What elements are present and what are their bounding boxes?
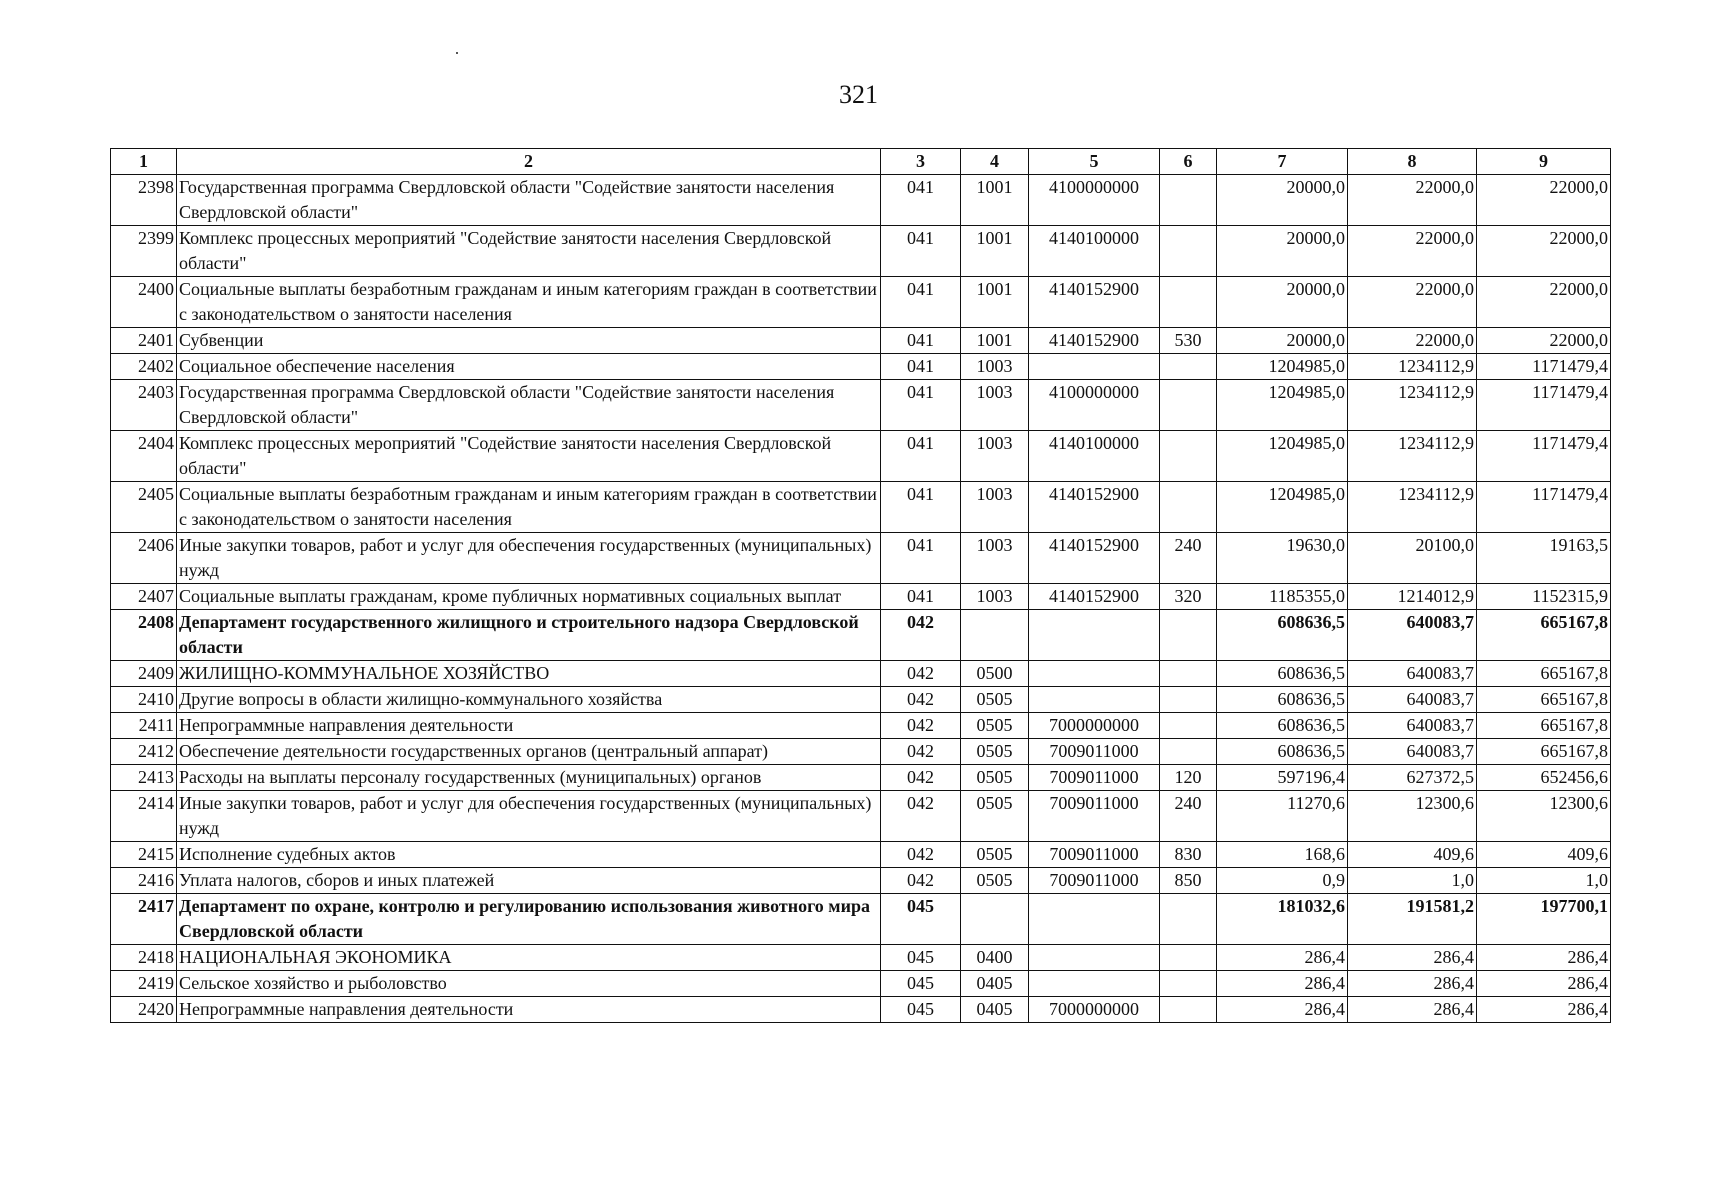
amount-col8-cell: 640083,7 — [1348, 739, 1477, 765]
expense-type-cell: 240 — [1160, 791, 1217, 842]
row-name-cell: Иные закупки товаров, работ и услуг для обеспечения государственных (муниципальных) нужд — [177, 533, 881, 584]
amount-col9-cell: 652456,6 — [1477, 765, 1611, 791]
section-code-cell: 1003 — [961, 533, 1029, 584]
expense-type-cell — [1160, 739, 1217, 765]
amount-col7-cell: 181032,6 — [1217, 894, 1348, 945]
expense-type-cell — [1160, 175, 1217, 226]
amount-col8-cell: 640083,7 — [1348, 687, 1477, 713]
expense-type-cell — [1160, 713, 1217, 739]
col-header: 8 — [1348, 149, 1477, 175]
expense-type-cell: 320 — [1160, 584, 1217, 610]
target-article-cell: 4140152900 — [1029, 277, 1160, 328]
amount-col8-cell: 286,4 — [1348, 971, 1477, 997]
amount-col7-cell: 608636,5 — [1217, 739, 1348, 765]
amount-col7-cell: 1185355,0 — [1217, 584, 1348, 610]
section-code-cell — [961, 610, 1029, 661]
amount-col7-cell: 286,4 — [1217, 997, 1348, 1023]
admin-code-cell: 041 — [881, 482, 961, 533]
row-name-cell: НАЦИОНАЛЬНАЯ ЭКОНОМИКА — [177, 945, 881, 971]
amount-col9-cell: 1171479,4 — [1477, 482, 1611, 533]
table-row — [111, 277, 1611, 328]
target-article-cell — [1029, 687, 1160, 713]
section-code-cell: 1003 — [961, 584, 1029, 610]
admin-code-cell: 045 — [881, 945, 961, 971]
amount-col9-cell: 665167,8 — [1477, 713, 1611, 739]
expense-type-cell — [1160, 482, 1217, 533]
target-article-cell: 7000000000 — [1029, 713, 1160, 739]
row-name-cell: Субвенции — [177, 328, 881, 354]
row-name-cell: Непрограммные направления деятельности — [177, 997, 881, 1023]
target-article-cell: 4140152900 — [1029, 328, 1160, 354]
target-article-cell — [1029, 945, 1160, 971]
table-row — [111, 533, 1611, 584]
section-code-cell: 1003 — [961, 482, 1029, 533]
admin-code-cell: 041 — [881, 380, 961, 431]
admin-code-cell: 041 — [881, 431, 961, 482]
section-code-cell: 0505 — [961, 713, 1029, 739]
table-row — [111, 380, 1611, 431]
amount-col9-cell: 286,4 — [1477, 997, 1611, 1023]
section-code-cell: 0505 — [961, 687, 1029, 713]
row-number-cell: 2417 — [111, 894, 177, 945]
amount-col8-cell: 1234112,9 — [1348, 354, 1477, 380]
row-number-cell: 2419 — [111, 971, 177, 997]
row-name-cell: Департамент государственного жилищного и строительного надзора Свердловской области — [177, 610, 881, 661]
table-row — [111, 842, 1611, 868]
expense-type-cell — [1160, 380, 1217, 431]
expense-type-cell: 240 — [1160, 533, 1217, 584]
target-article-cell: 4140152900 — [1029, 533, 1160, 584]
expense-type-cell — [1160, 687, 1217, 713]
target-article-cell: 7009011000 — [1029, 868, 1160, 894]
section-code-cell: 1003 — [961, 380, 1029, 431]
target-article-cell: 7009011000 — [1029, 739, 1160, 765]
target-article-cell — [1029, 354, 1160, 380]
table-row — [111, 791, 1611, 842]
amount-col8-cell: 627372,5 — [1348, 765, 1477, 791]
amount-col9-cell: 1,0 — [1477, 868, 1611, 894]
section-code-cell: 1003 — [961, 431, 1029, 482]
amount-col7-cell: 608636,5 — [1217, 610, 1348, 661]
amount-col7-cell: 1204985,0 — [1217, 354, 1348, 380]
amount-col8-cell: 1234112,9 — [1348, 482, 1477, 533]
row-name-cell: Расходы на выплаты персоналу государственных (муниципальных) органов — [177, 765, 881, 791]
amount-col7-cell: 20000,0 — [1217, 277, 1348, 328]
amount-col7-cell: 1204985,0 — [1217, 431, 1348, 482]
row-name-cell: Государственная программа Свердловской области "Содействие занятости населения Свердловской области" — [177, 175, 881, 226]
amount-col7-cell: 20000,0 — [1217, 328, 1348, 354]
admin-code-cell: 041 — [881, 175, 961, 226]
expense-type-cell: 120 — [1160, 765, 1217, 791]
amount-col8-cell: 1214012,9 — [1348, 584, 1477, 610]
table-row — [111, 945, 1611, 971]
target-article-cell — [1029, 971, 1160, 997]
amount-col9-cell: 1152315,9 — [1477, 584, 1611, 610]
row-number-cell: 2403 — [111, 380, 177, 431]
row-number-cell: 2418 — [111, 945, 177, 971]
target-article-cell — [1029, 610, 1160, 661]
amount-col7-cell: 286,4 — [1217, 945, 1348, 971]
amount-col9-cell: 665167,8 — [1477, 687, 1611, 713]
section-code-cell: 1001 — [961, 277, 1029, 328]
row-number-cell: 2413 — [111, 765, 177, 791]
table-row — [111, 431, 1611, 482]
row-number-cell: 2399 — [111, 226, 177, 277]
admin-code-cell: 041 — [881, 277, 961, 328]
row-number-cell: 2409 — [111, 661, 177, 687]
row-number-cell: 2412 — [111, 739, 177, 765]
row-number-cell: 2402 — [111, 354, 177, 380]
section-code-cell: 0405 — [961, 971, 1029, 997]
table-row — [111, 661, 1611, 687]
admin-code-cell: 041 — [881, 584, 961, 610]
row-name-cell: Комплекс процессных мероприятий "Содействие занятости населения Свердловской области" — [177, 431, 881, 482]
expense-type-cell: 850 — [1160, 868, 1217, 894]
amount-col8-cell: 640083,7 — [1348, 661, 1477, 687]
expense-type-cell — [1160, 226, 1217, 277]
section-code-cell: 1001 — [961, 328, 1029, 354]
admin-code-cell: 042 — [881, 687, 961, 713]
col-header: 2 — [177, 149, 881, 175]
amount-col7-cell: 608636,5 — [1217, 687, 1348, 713]
row-number-cell: 2410 — [111, 687, 177, 713]
amount-col7-cell: 597196,4 — [1217, 765, 1348, 791]
table-row — [111, 739, 1611, 765]
page-number: 321 — [839, 80, 878, 109]
row-name-cell: Уплата налогов, сборов и иных платежей — [177, 868, 881, 894]
expense-type-cell — [1160, 354, 1217, 380]
section-code-cell: 0405 — [961, 997, 1029, 1023]
row-name-cell: Другие вопросы в области жилищно-коммунального хозяйства — [177, 687, 881, 713]
amount-col8-cell: 191581,2 — [1348, 894, 1477, 945]
row-number-cell: 2398 — [111, 175, 177, 226]
expense-type-cell — [1160, 894, 1217, 945]
row-number-cell: 2415 — [111, 842, 177, 868]
amount-col7-cell: 1204985,0 — [1217, 482, 1348, 533]
row-name-cell: Комплекс процессных мероприятий "Содействие занятости населения Свердловской области" — [177, 226, 881, 277]
table-row — [111, 713, 1611, 739]
section-code-cell: 0505 — [961, 868, 1029, 894]
section-code-cell: 1003 — [961, 354, 1029, 380]
table-row — [111, 226, 1611, 277]
section-code-cell — [961, 894, 1029, 945]
target-article-cell: 4140100000 — [1029, 226, 1160, 277]
row-name-cell: Департамент по охране, контролю и регулированию использования животного мира Свердловской области — [177, 894, 881, 945]
col-header: 5 — [1029, 149, 1160, 175]
table-row — [111, 584, 1611, 610]
expense-type-cell — [1160, 971, 1217, 997]
amount-col8-cell: 640083,7 — [1348, 713, 1477, 739]
target-article-cell — [1029, 661, 1160, 687]
row-name-cell: Социальные выплаты безработным гражданам и иным категориям граждан в соответствии с законодательством о занятости населения — [177, 277, 881, 328]
col-header: 6 — [1160, 149, 1217, 175]
col-header: 7 — [1217, 149, 1348, 175]
row-number-cell: 2414 — [111, 791, 177, 842]
target-article-cell: 4100000000 — [1029, 380, 1160, 431]
amount-col9-cell: 665167,8 — [1477, 661, 1611, 687]
col-header: 9 — [1477, 149, 1611, 175]
amount-col9-cell: 665167,8 — [1477, 610, 1611, 661]
admin-code-cell: 041 — [881, 354, 961, 380]
row-number-cell: 2416 — [111, 868, 177, 894]
row-name-cell: Обеспечение деятельности государственных органов (центральный аппарат) — [177, 739, 881, 765]
amount-col9-cell: 286,4 — [1477, 945, 1611, 971]
amount-col7-cell: 608636,5 — [1217, 713, 1348, 739]
table-row — [111, 328, 1611, 354]
admin-code-cell: 042 — [881, 765, 961, 791]
amount-col8-cell: 1,0 — [1348, 868, 1477, 894]
section-code-cell: 0505 — [961, 791, 1029, 842]
amount-col7-cell: 608636,5 — [1217, 661, 1348, 687]
amount-col9-cell: 22000,0 — [1477, 277, 1611, 328]
expense-type-cell — [1160, 945, 1217, 971]
amount-col9-cell: 409,6 — [1477, 842, 1611, 868]
amount-col9-cell: 665167,8 — [1477, 739, 1611, 765]
admin-code-cell: 042 — [881, 661, 961, 687]
admin-code-cell: 042 — [881, 610, 961, 661]
expense-type-cell — [1160, 610, 1217, 661]
target-article-cell: 7009011000 — [1029, 791, 1160, 842]
admin-code-cell: 045 — [881, 894, 961, 945]
amount-col7-cell: 11270,6 — [1217, 791, 1348, 842]
budget-table — [110, 148, 1611, 1023]
amount-col8-cell: 20100,0 — [1348, 533, 1477, 584]
row-name-cell: Социальные выплаты гражданам, кроме публичных нормативных социальных выплат — [177, 584, 881, 610]
target-article-cell: 7000000000 — [1029, 997, 1160, 1023]
table-row — [111, 997, 1611, 1023]
section-code-cell: 0505 — [961, 739, 1029, 765]
amount-col9-cell: 286,4 — [1477, 971, 1611, 997]
row-number-cell: 2406 — [111, 533, 177, 584]
target-article-cell: 7009011000 — [1029, 765, 1160, 791]
amount-col8-cell: 286,4 — [1348, 945, 1477, 971]
table-row — [111, 868, 1611, 894]
amount-col7-cell: 168,6 — [1217, 842, 1348, 868]
admin-code-cell: 042 — [881, 713, 961, 739]
target-article-cell: 7009011000 — [1029, 842, 1160, 868]
amount-col8-cell: 1234112,9 — [1348, 380, 1477, 431]
amount-col7-cell: 20000,0 — [1217, 175, 1348, 226]
expense-type-cell: 830 — [1160, 842, 1217, 868]
amount-col7-cell: 20000,0 — [1217, 226, 1348, 277]
section-code-cell: 0400 — [961, 945, 1029, 971]
expense-type-cell: 530 — [1160, 328, 1217, 354]
table-row — [111, 482, 1611, 533]
admin-code-cell: 041 — [881, 328, 961, 354]
amount-col9-cell: 1171479,4 — [1477, 380, 1611, 431]
admin-code-cell: 041 — [881, 533, 961, 584]
admin-code-cell: 045 — [881, 997, 961, 1023]
row-name-cell: Исполнение судебных актов — [177, 842, 881, 868]
amount-col8-cell: 22000,0 — [1348, 175, 1477, 226]
amount-col9-cell: 1171479,4 — [1477, 354, 1611, 380]
amount-col9-cell: 1171479,4 — [1477, 431, 1611, 482]
amount-col8-cell: 12300,6 — [1348, 791, 1477, 842]
row-number-cell: 2401 — [111, 328, 177, 354]
section-code-cell: 1001 — [961, 175, 1029, 226]
amount-col9-cell: 12300,6 — [1477, 791, 1611, 842]
amount-col8-cell: 22000,0 — [1348, 226, 1477, 277]
amount-col7-cell: 19630,0 — [1217, 533, 1348, 584]
row-number-cell: 2407 — [111, 584, 177, 610]
row-name-cell: Государственная программа Свердловской области "Содействие занятости населения Свердловской области" — [177, 380, 881, 431]
col-header: 4 — [961, 149, 1029, 175]
row-name-cell: Социальное обеспечение населения — [177, 354, 881, 380]
admin-code-cell: 045 — [881, 971, 961, 997]
amount-col9-cell: 19163,5 — [1477, 533, 1611, 584]
expense-type-cell — [1160, 277, 1217, 328]
col-header: 1 — [111, 149, 177, 175]
row-name-cell: Непрограммные направления деятельности — [177, 713, 881, 739]
amount-col7-cell: 286,4 — [1217, 971, 1348, 997]
scan-speck — [456, 52, 458, 54]
header-row — [111, 149, 1611, 175]
table-row — [111, 971, 1611, 997]
target-article-cell: 4140100000 — [1029, 431, 1160, 482]
row-number-cell: 2404 — [111, 431, 177, 482]
amount-col8-cell: 640083,7 — [1348, 610, 1477, 661]
row-number-cell: 2400 — [111, 277, 177, 328]
row-name-cell: ЖИЛИЩНО-КОММУНАЛЬНОЕ ХОЗЯЙСТВО — [177, 661, 881, 687]
admin-code-cell: 041 — [881, 226, 961, 277]
section-code-cell: 0505 — [961, 842, 1029, 868]
row-name-cell: Иные закупки товаров, работ и услуг для обеспечения государственных (муниципальных) нужд — [177, 791, 881, 842]
amount-col9-cell: 22000,0 — [1477, 175, 1611, 226]
amount-col8-cell: 22000,0 — [1348, 328, 1477, 354]
row-number-cell: 2411 — [111, 713, 177, 739]
table-row — [111, 175, 1611, 226]
amount-col9-cell: 22000,0 — [1477, 226, 1611, 277]
target-article-cell — [1029, 894, 1160, 945]
admin-code-cell: 042 — [881, 739, 961, 765]
target-article-cell: 4140152900 — [1029, 584, 1160, 610]
amount-col7-cell: 1204985,0 — [1217, 380, 1348, 431]
amount-col9-cell: 197700,1 — [1477, 894, 1611, 945]
row-number-cell: 2408 — [111, 610, 177, 661]
target-article-cell: 4140152900 — [1029, 482, 1160, 533]
expense-type-cell — [1160, 661, 1217, 687]
row-number-cell: 2420 — [111, 997, 177, 1023]
expense-type-cell — [1160, 431, 1217, 482]
amount-col8-cell: 22000,0 — [1348, 277, 1477, 328]
admin-code-cell: 042 — [881, 868, 961, 894]
table-row — [111, 765, 1611, 791]
table-row — [111, 354, 1611, 380]
col-header: 3 — [881, 149, 961, 175]
expense-type-cell — [1160, 997, 1217, 1023]
amount-col8-cell: 286,4 — [1348, 997, 1477, 1023]
table-row — [111, 610, 1611, 661]
admin-code-cell: 042 — [881, 842, 961, 868]
section-code-cell: 0505 — [961, 765, 1029, 791]
row-name-cell: Социальные выплаты безработным гражданам и иным категориям граждан в соответствии с законодательством о занятости населения — [177, 482, 881, 533]
section-code-cell: 0500 — [961, 661, 1029, 687]
amount-col9-cell: 22000,0 — [1477, 328, 1611, 354]
table-body — [111, 175, 1611, 1023]
section-code-cell: 1001 — [961, 226, 1029, 277]
table-row — [111, 894, 1611, 945]
table-row — [111, 687, 1611, 713]
row-name-cell: Сельское хозяйство и рыболовство — [177, 971, 881, 997]
admin-code-cell: 042 — [881, 791, 961, 842]
amount-col8-cell: 1234112,9 — [1348, 431, 1477, 482]
row-number-cell: 2405 — [111, 482, 177, 533]
amount-col7-cell: 0,9 — [1217, 868, 1348, 894]
amount-col8-cell: 409,6 — [1348, 842, 1477, 868]
target-article-cell: 4100000000 — [1029, 175, 1160, 226]
